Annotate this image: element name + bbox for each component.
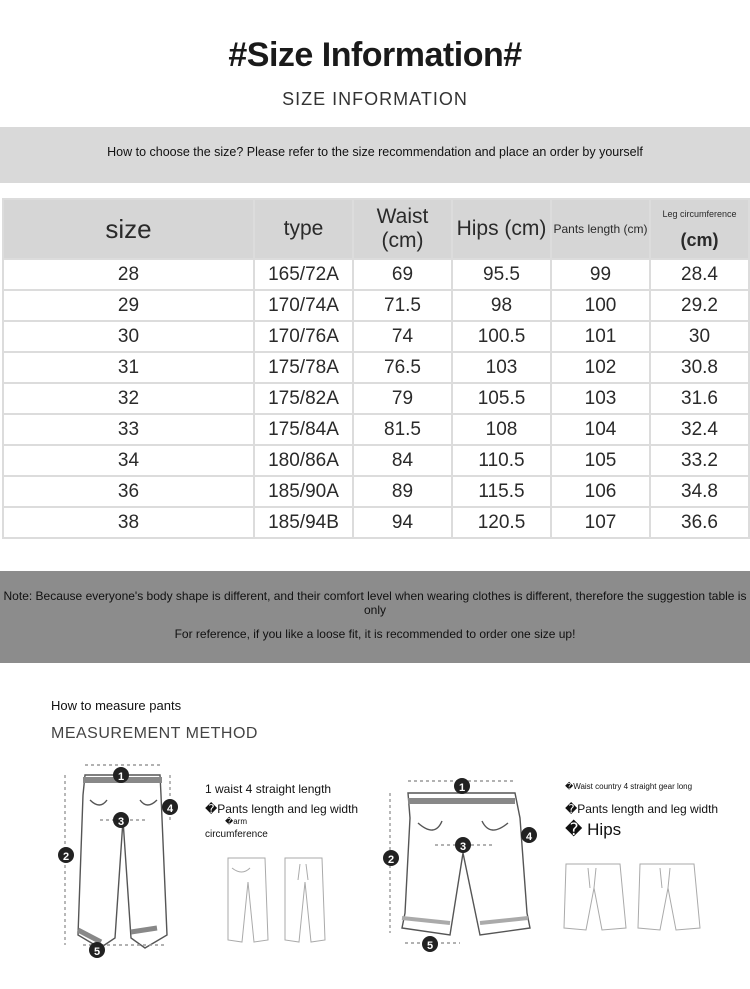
cell-leg-circumference: 29.2	[650, 290, 749, 321]
marker-2: 2	[62, 851, 70, 863]
cell-waist: 74	[353, 321, 452, 352]
cell-waist: 81.5	[353, 414, 452, 445]
size-table-body	[3, 259, 749, 538]
header-leg-circumference-unit: (cm)	[680, 229, 719, 250]
cell-hips: 95.5	[452, 259, 551, 290]
cell-leg-circumference: 28.4	[650, 259, 749, 290]
table-row	[3, 445, 749, 476]
cell-size: 38	[3, 507, 254, 538]
cell-size: 32	[3, 383, 254, 414]
header-type: type	[254, 199, 353, 259]
cell-pants-length: 102	[551, 352, 650, 383]
table-row	[3, 383, 749, 414]
cell-hips: 103	[452, 352, 551, 383]
cell-hips: 108	[452, 414, 551, 445]
cell-leg-circumference: 34.8	[650, 476, 749, 507]
right-legend	[565, 782, 718, 842]
cell-waist: 69	[353, 259, 452, 290]
right-legend-line-2: �Pants length and leg width	[565, 801, 719, 816]
cell-waist: 76.5	[353, 352, 452, 383]
page-subtitle: SIZE INFORMATION	[282, 89, 468, 109]
table-row	[3, 476, 749, 507]
cell-leg-circumference: 30	[650, 321, 749, 352]
cell-type: 175/84A	[254, 414, 353, 445]
header-waist: Waist (cm)	[353, 199, 452, 259]
note-line-2: For reference, if you like a loose fit, it is recommended to order one size up!	[174, 627, 576, 641]
cell-type: 170/76A	[254, 321, 353, 352]
header-leg-circumference	[650, 199, 749, 259]
shorts-marker-1: 1	[458, 782, 466, 794]
cell-type: 170/74A	[254, 290, 353, 321]
cell-size: 31	[3, 352, 254, 383]
shorts-marker-3: 3	[459, 841, 467, 853]
cell-waist: 71.5	[353, 290, 452, 321]
cell-size: 34	[3, 445, 254, 476]
cell-hips: 98	[452, 290, 551, 321]
cell-pants-length: 106	[551, 476, 650, 507]
right-legend-line-3: � Hips	[565, 819, 622, 839]
cell-pants-length: 107	[551, 507, 650, 538]
cell-type: 175/82A	[254, 383, 353, 414]
page-title: #Size Information#	[228, 36, 522, 74]
cell-hips: 120.5	[452, 507, 551, 538]
measure-title: How to measure pants	[51, 698, 182, 713]
cell-waist: 79	[353, 383, 452, 414]
left-legend-line-4: circumference	[205, 829, 268, 841]
cell-leg-circumference: 32.4	[650, 414, 749, 445]
left-legend-line-3: �arm	[225, 817, 247, 827]
left-legend-line-1: 1 waist 4 straight length	[205, 782, 332, 796]
header-pants-length: Pants length (cm)	[551, 199, 650, 259]
cell-size: 36	[3, 476, 254, 507]
measurement-method-label: MEASUREMENT METHOD	[51, 725, 258, 742]
cell-size: 29	[3, 290, 254, 321]
size-guide-text: How to choose the size? Please refer to the size recommendation and place an order by yourself	[107, 145, 643, 159]
size-table	[2, 198, 750, 539]
cell-leg-circumference: 33.2	[650, 445, 749, 476]
table-row	[3, 321, 749, 352]
header-size: size	[3, 199, 254, 259]
cell-waist: 84	[353, 445, 452, 476]
cell-pants-length: 100	[551, 290, 650, 321]
cell-type: 185/90A	[254, 476, 353, 507]
table-row	[3, 290, 749, 321]
cell-type: 180/86A	[254, 445, 353, 476]
cell-hips: 100.5	[452, 321, 551, 352]
shorts-diagram	[380, 773, 545, 958]
marker-4: 4	[166, 803, 174, 815]
cell-pants-length: 101	[551, 321, 650, 352]
shorts-thumbnails	[560, 858, 710, 938]
cell-pants-length: 99	[551, 259, 650, 290]
left-legend	[205, 781, 358, 842]
cell-size: 28	[3, 259, 254, 290]
marker-3: 3	[117, 816, 125, 828]
table-row	[3, 507, 749, 538]
cell-waist: 94	[353, 507, 452, 538]
table-row	[3, 352, 749, 383]
long-pants-thumbnails	[220, 852, 340, 947]
cell-pants-length: 103	[551, 383, 650, 414]
cell-pants-length: 105	[551, 445, 650, 476]
shorts-marker-2: 2	[387, 854, 395, 866]
cell-hips: 115.5	[452, 476, 551, 507]
cell-waist: 89	[353, 476, 452, 507]
marker-5: 5	[93, 946, 101, 958]
cell-size: 30	[3, 321, 254, 352]
header-leg-circumference-label: Leg circumference	[662, 208, 737, 219]
cell-type: 185/94B	[254, 507, 353, 538]
cell-leg-circumference: 31.6	[650, 383, 749, 414]
note-band	[0, 571, 750, 663]
cell-type: 165/72A	[254, 259, 353, 290]
cell-pants-length: 104	[551, 414, 650, 445]
marker-badges	[58, 767, 178, 958]
shorts-marker-5: 5	[426, 940, 434, 952]
cell-hips: 110.5	[452, 445, 551, 476]
cell-type: 175/78A	[254, 352, 353, 383]
left-legend-line-2: �Pants length and leg width	[205, 802, 359, 817]
shorts-marker-badges	[383, 778, 537, 952]
size-table-header-row	[3, 199, 749, 259]
cell-leg-circumference: 36.6	[650, 507, 749, 538]
right-legend-line-1: �Waist country 4 straight gear long	[565, 782, 693, 791]
note-line-1: Note: Because everyone's body shape is different, and their comfort level when wearing clothes is different, therefore the suggestion table is only	[3, 589, 747, 617]
table-row	[3, 414, 749, 445]
header-hips: Hips (cm)	[452, 199, 551, 259]
cell-leg-circumference: 30.8	[650, 352, 749, 383]
shorts-marker-4: 4	[525, 831, 533, 843]
cell-hips: 105.5	[452, 383, 551, 414]
long-pants-diagram	[45, 760, 185, 960]
cell-size: 33	[3, 414, 254, 445]
table-row	[3, 259, 749, 290]
marker-1: 1	[117, 771, 125, 783]
